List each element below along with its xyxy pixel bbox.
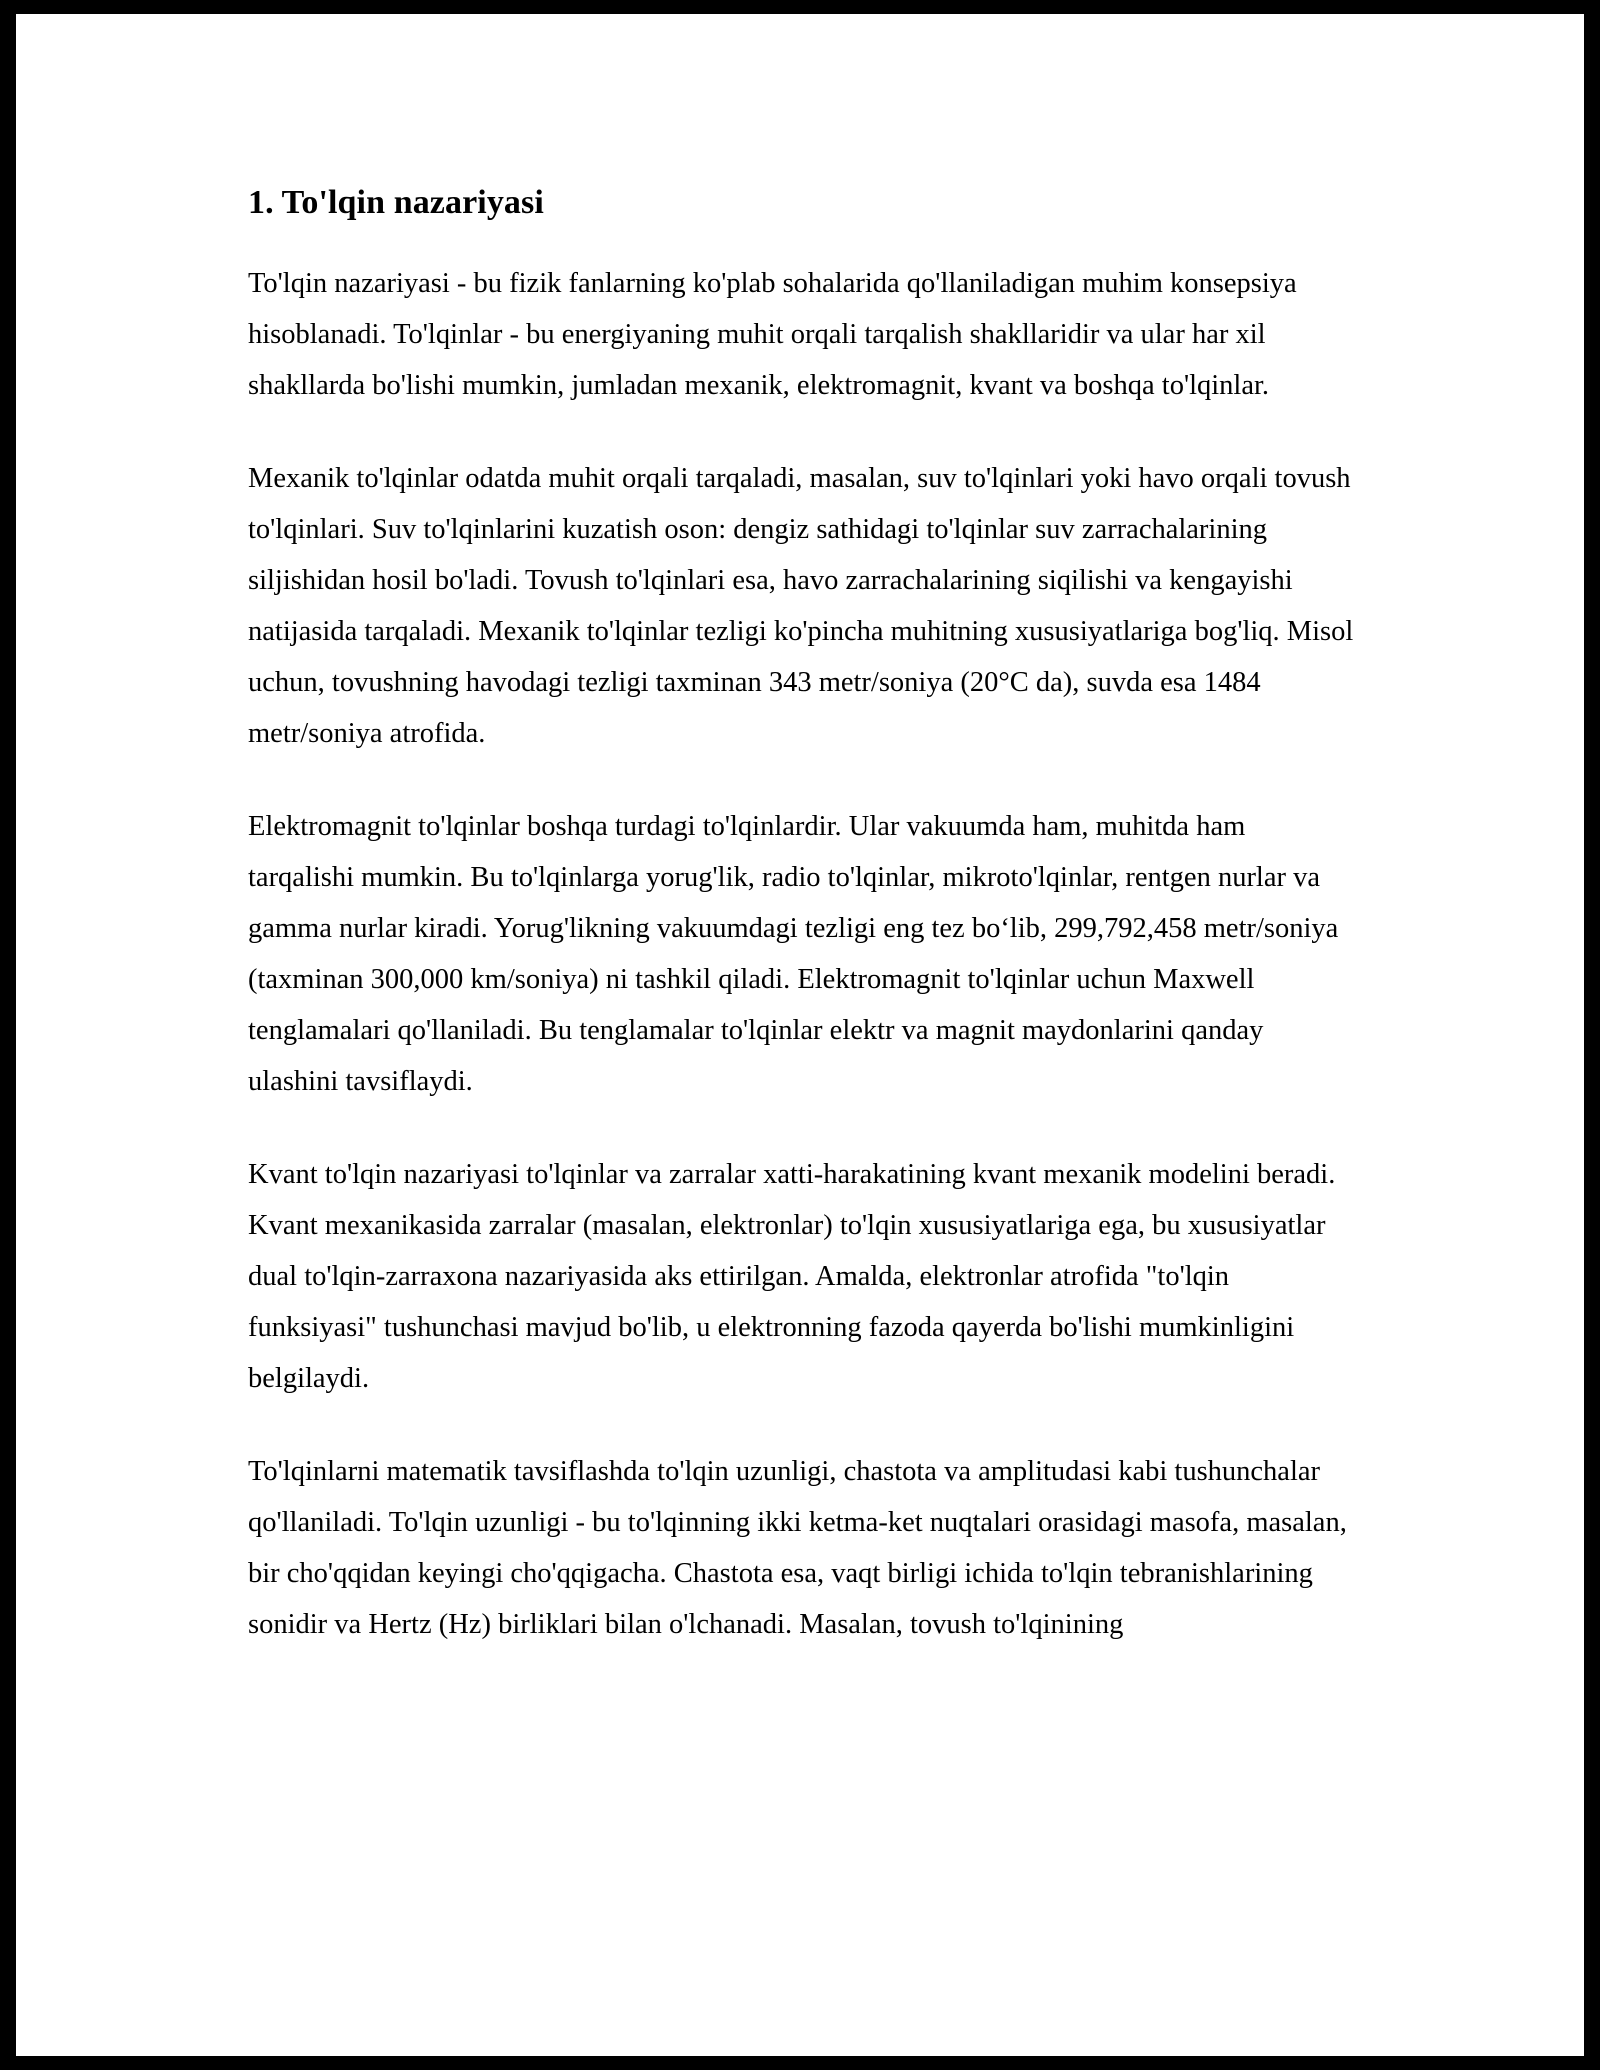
- paragraph-5: To'lqinlarni matematik tavsiflashda to'lqin uzunligi, chastota va amplitudasi kabi tushunchalar qo'llaniladi. To'lqin uzunligi - bu to'lqinning ikki ketma-ket nuqtalari orasidagi masofa, masalan, bir cho'qqidan keyingi cho'qqigacha. Chastota esa, vaqt birligi ichida to'lqin tebranishlarining sonidir va Hertz (Hz) birliklari bilan o'lchanadi. Masalan, tovush to'lqinining: [248, 1456, 1347, 1640]
- document-page: [16, 14, 1584, 2056]
- paragraph-3: Elektromagnit to'lqinlar boshqa turdagi to'lqinlardir. Ular vakuumda ham, muhitda ham tarqalishi mumkin. Bu to'lqinlarga yorug'lik, radio to'lqinlar, mikroto'lqinlar, rentgen nurlar va gamma nurlar kiradi. Yorug'likning vakuumdagi tezligi eng tez bo‘lib, 299,792,458 metr/soniya (taxminan 300,000 km/soniya) ni tashkil qiladi. Elektromagnit to'lqinlar uchun Maxwell tenglamalari qo'llaniladi. Bu tenglamalar to'lqinlar elektr va magnit maydonlarini qanday ulashini tavsiflaydi.: [248, 811, 1339, 1097]
- paragraph-2: Mexanik to'lqinlar odatda muhit orqali tarqaladi, masalan, suv to'lqinlari yoki havo orqali tovush to'lqinlari. Suv to'lqinlarini kuzatish oson: dengiz sathidagi to'lqinlar suv zarrachalarining siljishidan hosil bo'ladi. Tovush to'lqinlari esa, havo zarrachalarining siqilishi va kengayishi natijasida tarqaladi. Mexanik to'lqinlar tezligi ko'pincha muhitning xususiyatlariga bog'liq. Misol uchun, tovushning havodagi tezligi taxminan 343 metr/soniya (20°C da), suvda esa 1484 metr/soniya atrofida.: [248, 463, 1354, 749]
- page-content: [16, 14, 1584, 2056]
- page-title: 1. To'lqin nazariyasi: [248, 184, 544, 221]
- paragraph-1: To'lqin nazariyasi - bu fizik fanlarning ko'plab sohalarida qo'llaniladigan muhim konsepsiya hisoblanadi. To'lqinlar - bu energiyaning muhit orqali tarqalish shakllaridir va ular har xil shakllarda bo'lishi mumkin, jumladan mexanik, elektromagnit, kvant va boshqa to'lqinlar.: [248, 268, 1297, 401]
- paragraph-4: Kvant to'lqin nazariyasi to'lqinlar va zarralar xatti-harakatining kvant mexanik modelini beradi. Kvant mexanikasida zarralar (masalan, elektronlar) to'lqin xususiyatlariga ega, bu xususiyatlar dual to'lqin-zarraxona nazariyasida aks ettirilgan. Amalda, elektronlar atrofida "to'lqin funksiyasi" tushunchasi mavjud bo'lib, u elektronning fazoda qayerda bo'lishi mumkinligini belgilaydi.: [248, 1159, 1336, 1394]
